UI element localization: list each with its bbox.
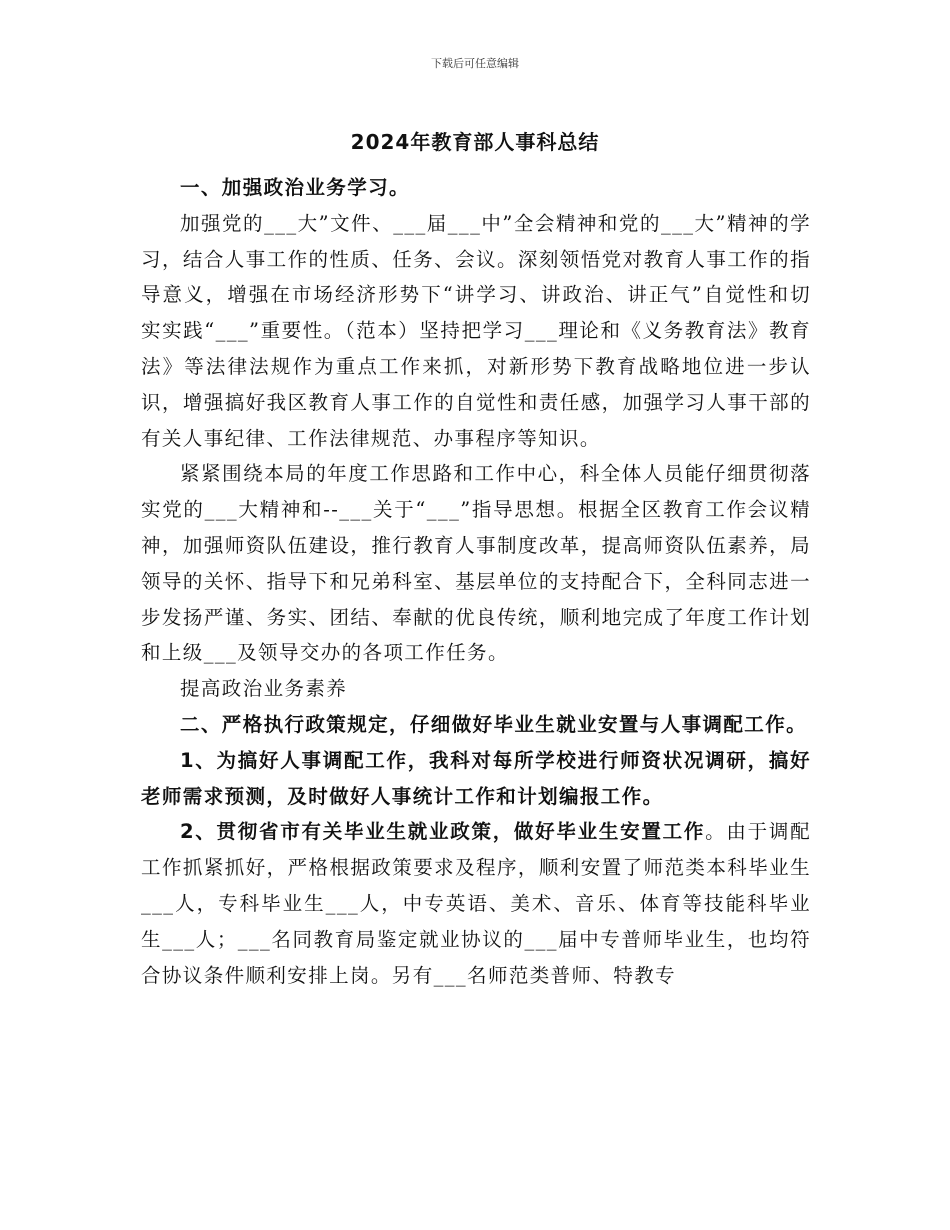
section-1-heading: 一、加强政治业务学习。 [180, 176, 410, 199]
document-body [141, 170, 811, 993]
section-2-item-2-text: 。由于调配工作抓紧抓好，严格根据政策要求及程序，顺利安置了师范类本科毕业生___人，专科毕业生___人，中专英语、美术、音乐、体育等技能科毕业生___人；___名同教育局鉴定就业协议的___届中专普师毕业生，也均符合协议条件顺利安排上岗。另有___名师范类普师、特教专 [141, 820, 811, 987]
section-2-item-2-lead: 2、贯彻省市有关毕业生就业政策，做好毕业生安置工作 [180, 820, 706, 844]
section-2-heading: 二、严格执行政策规定，仔细做好毕业生就业安置与人事调配工作。 [180, 712, 808, 736]
section-2-item-1: 1、为搞好人事调配工作，我科对每所学校进行师资状况调研，搞好老师需求预测，及时做好人事统计工作和计划编报工作。 [141, 748, 811, 808]
document-title: 2024年教育部人事科总结 [350, 130, 600, 154]
section-1-paragraph-1: 加强党的___大”文件、___届___中”全会精神和党的___大”精神的学习，结合人事工作的性质、任务、会议。深刻领悟党对教育人事工作的指导意义，增强在市场经济形势下“讲学习、讲政治、讲正气”自觉性和切实实践“___”重要性。（范本）坚持把学习___理论和《义务教育法》教育法》等法律法规作为重点工作来抓，对新形势下教育战略地位进一步认识，增强搞好我区教育人事工作的自觉性和责任感，加强学习人事干部的有关人事纪律、工作法律规范、办事程序等知识。 [141, 211, 811, 450]
section-1-paragraph-3: 提高政治业务素养 [180, 677, 348, 701]
section-1-paragraph-2: 紧紧围绕本局的年度工作思路和工作中心，科全体人员能仔细贯彻落实党的___大精神和--___关于“___”指导思想。根据全区教育工作会议精神，加强师资队伍建设，推行教育人事制度改革，提高师资队伍素养，局领导的关怀、指导下和兄弟科室、基层单位的支持配合下，全科同志进一步发扬严谨、务实、团结、奉献的优良传统，顺利地完成了年度工作计划和上级___及领导交办的各项工作任务。 [141, 462, 811, 665]
section-2-item-2 [141, 814, 811, 993]
page-header-note: 下载后可任意编辑 [431, 57, 519, 70]
